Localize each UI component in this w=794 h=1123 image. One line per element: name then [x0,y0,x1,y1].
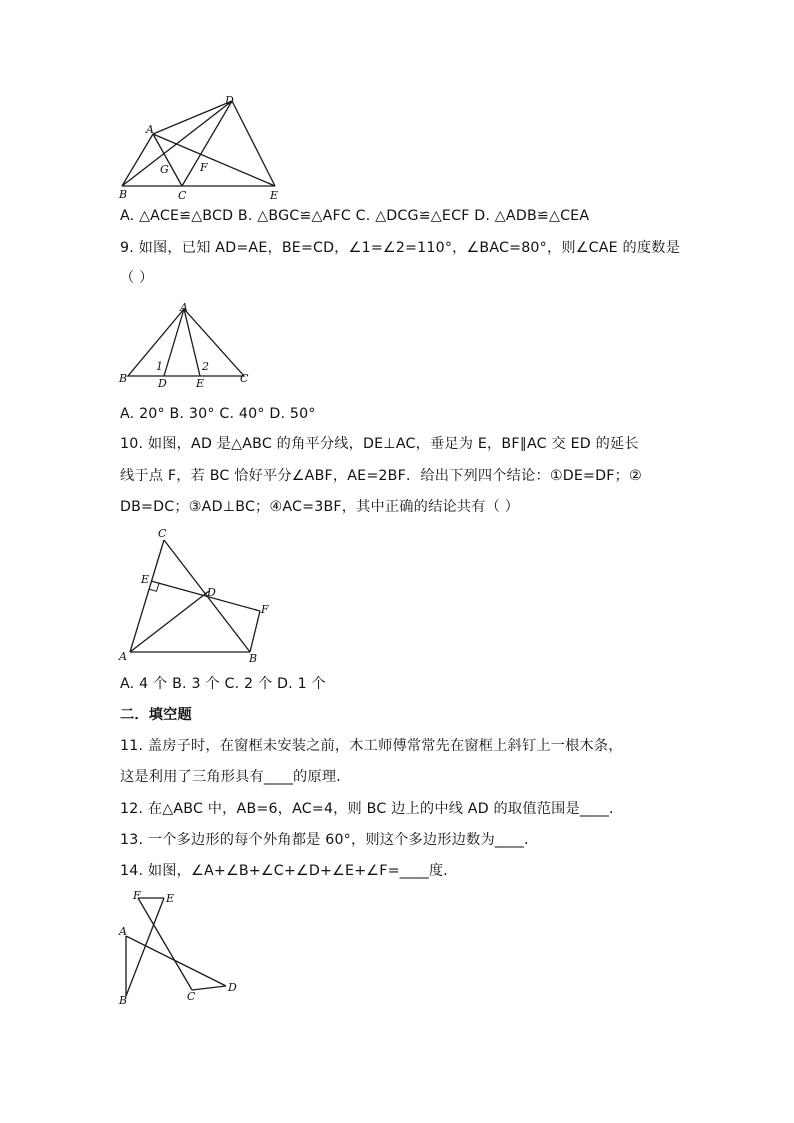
label-f: F [261,603,269,616]
segment-ef [151,581,260,611]
label-b: B [119,372,128,385]
segment-ad [153,101,232,134]
figure-q10 [112,524,282,669]
label-c: C [187,990,196,1003]
label-e: E [270,189,279,202]
label-e: E [166,892,175,905]
segment-ac [130,540,164,652]
segment-ae [184,309,200,376]
label-a: A [119,650,127,663]
label-f: F [133,889,141,902]
q9-text-line2: （ ） [120,270,154,286]
segment-ab [122,134,153,186]
label-d: D [225,94,234,107]
label-angle-1: 1 [156,360,163,373]
label-a: A [180,301,188,314]
segment-cd [192,986,226,990]
segment-fb [250,611,260,652]
q9-text-line1: 9. 如图，已知 AD=AE，BE=CD，∠1=∠2=110°，∠BAC=80°，则∠CAE 的度数是 [120,240,681,256]
segment-bd [122,101,232,186]
q12-text: 12. 在△ABC 中，AB=6，AC=4，则 BC 边上的中线 AD 的取值范围是____． [120,801,624,817]
label-b: B [119,188,128,201]
label-angle-2: 2 [202,360,209,373]
label-e: E [196,377,205,390]
segment-eb [126,898,164,996]
q8-options: A. △ACE≌△BCD B. △BGC≌△AFC C. △DCG≌△ECF D. △ADB≌△CEA [120,208,590,224]
figure-q9 [116,300,256,390]
label-a: A [119,925,127,938]
figure-q14 [114,890,244,1010]
label-e: E [141,573,150,586]
q10-options: A. 4 个 B. 3 个 C. 2 个 D. 1 个 [120,676,326,692]
segment-ac [153,134,182,186]
segment-ad [164,309,184,376]
figure-q8 [112,90,292,205]
q10-text-line2: 线于点 F，若 BC 恰好平分∠ABF，AE=2BF．给出下列四个结论：①DE=DF；② [120,468,642,484]
label-c: C [178,189,187,202]
segment-de [232,101,275,186]
segment-ad [126,936,226,986]
segment-ad [130,591,209,652]
label-b: B [119,994,128,1007]
label-d: D [228,981,237,994]
segment-ae [153,134,275,186]
q11-text-line2: 这是利用了三角形具有____的原理． [120,769,351,785]
label-c: C [240,372,249,385]
section-title-fill-in: 二．填空题 [120,707,192,723]
label-f: F [200,161,208,174]
q9-options: A. 20° B. 30° C. 40° D. 50° [120,406,316,422]
label-c: C [158,527,167,540]
label-d: D [158,377,167,390]
label-g: G [160,163,169,176]
q14-text: 14. 如图，∠A+∠B+∠C+∠D+∠E+∠F=____度． [120,863,458,879]
label-a: A [146,123,154,136]
label-d: D [207,586,216,599]
q13-text: 13. 一个多边形的每个外角都是 60°，则这个多边形边数为____． [120,832,539,848]
q10-text-line3: DB=DC；③AD⊥BC；④AC=3BF，其中正确的结论共有（ ） [120,499,520,515]
label-b: B [249,652,258,665]
q11-text-line1: 11. 盖房子时，在窗框未安装之前，木工师傅常常先在窗框上斜钉上一根木条， [120,738,623,754]
q10-text-line1: 10. 如图，AD 是△ABC 的角平分线，DE⊥AC，垂足为 E，BF∥AC 交 ED 的延长 [120,436,639,452]
